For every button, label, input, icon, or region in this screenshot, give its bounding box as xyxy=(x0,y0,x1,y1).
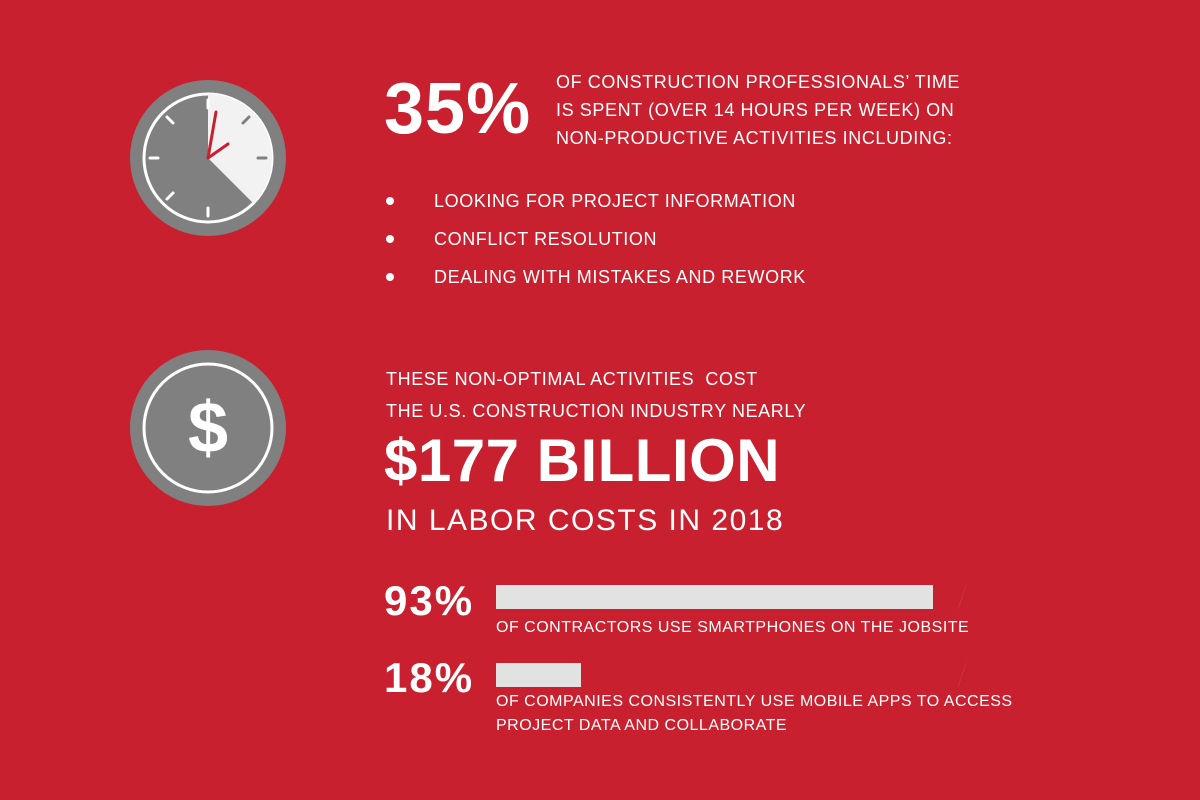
cost-description-line: THESE NON-OPTIMAL ACTIVITIES COST xyxy=(386,369,758,389)
stat-bar xyxy=(496,663,966,687)
stat-caption-line: OF COMPANIES CONSISTENTLY USE MOBILE APPS TO ACCESS xyxy=(496,693,1013,710)
time-description-line: NON-PRODUCTIVE ACTIVITIES INCLUDING: xyxy=(556,128,953,148)
stat-caption-line: PROJECT DATA AND COLLABORATE xyxy=(496,717,788,734)
activity-list xyxy=(386,188,806,302)
svg-text:$: $ xyxy=(187,388,229,468)
activity-list-item xyxy=(386,188,806,226)
activity-label: DEALING WITH MISTAKES AND REWORK xyxy=(434,267,806,287)
activity-label: LOOKING FOR PROJECT INFORMATION xyxy=(434,191,796,211)
clock-icon xyxy=(128,78,288,238)
activity-label: CONFLICT RESOLUTION xyxy=(434,229,658,249)
stat-percent: 93% xyxy=(384,577,475,624)
bullet-icon xyxy=(386,273,394,281)
cost-description xyxy=(386,363,806,427)
activity-list-item xyxy=(386,226,806,264)
time-description-line: OF CONSTRUCTION PROFESSIONALS’ TIME xyxy=(556,72,961,92)
activity-list-item xyxy=(386,264,806,302)
cost-amount: $177 BILLION xyxy=(384,427,781,494)
time-percent: 35% xyxy=(384,69,532,149)
stat-percent: 18% xyxy=(384,654,475,701)
stat-bar xyxy=(496,585,966,609)
cost-description-line: THE U.S. CONSTRUCTION INDUSTRY NEARLY xyxy=(386,401,807,421)
time-description-line: IS SPENT (OVER 14 HOURS PER WEEK) ON xyxy=(556,100,955,120)
cost-subline: IN LABOR COSTS IN 2018 xyxy=(386,504,785,537)
bullet-icon xyxy=(386,235,394,243)
stat-bar-fill xyxy=(933,585,966,609)
stat-caption xyxy=(496,690,1013,738)
bullet-icon xyxy=(386,197,394,205)
dollar-icon xyxy=(128,348,288,508)
time-description xyxy=(556,68,960,152)
stat-caption xyxy=(496,616,969,640)
stat-bar-fill xyxy=(581,663,966,687)
stat-caption-line: OF CONTRACTORS USE SMARTPHONES ON THE JOBSITE xyxy=(496,619,970,636)
